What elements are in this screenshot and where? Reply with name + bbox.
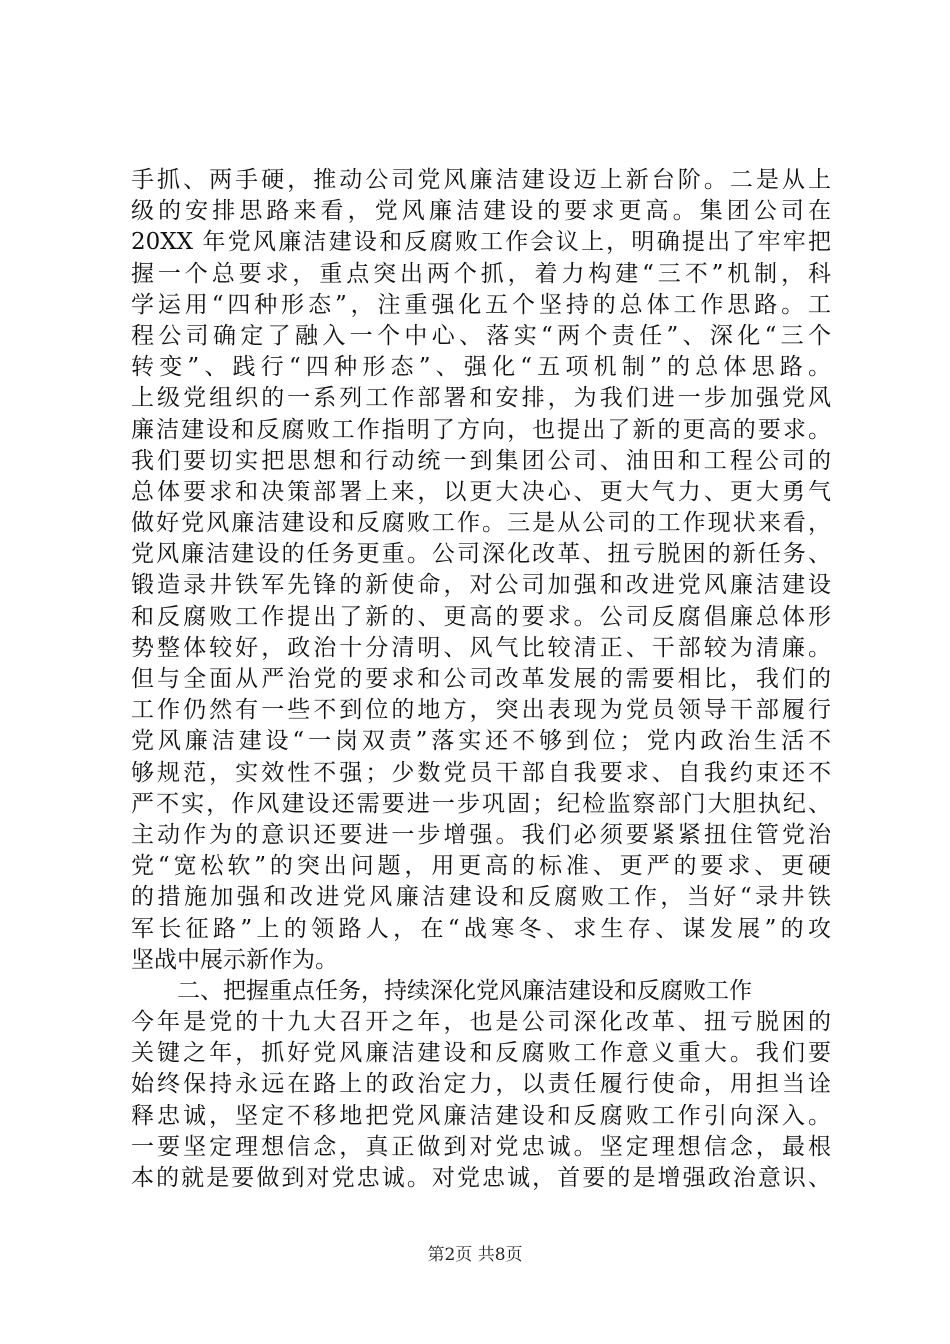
text-line: 党风廉洁建设的任务更重。公司深化改革、扭亏脱困的新任务、 [131,541,831,568]
text-line: 和反腐败工作提出了新的、更高的要求。公司反腐倡廉总体形 [131,603,831,630]
text-line: 势整体较好，政治十分清明、风气比较清正、干部较为清廉。 [131,634,831,661]
text-line: 释忠诚，坚定不移地把党风廉洁建设和反腐败工作引向深入。 [131,1102,831,1129]
text-line: 级的安排思路来看，党风廉洁建设的要求更高。集团公司在 [131,198,831,225]
page-number-footer: 第2页 共8页 [427,1245,523,1265]
text-line: 一要坚定理想信念，真正做到对党忠诚。坚定理想信念，最根 [131,1133,831,1160]
text-line: 上级党组织的一系列工作部署和安排，为我们进一步加强党风 [131,385,831,412]
text-line: 但与全面从严治党的要求和公司改革发展的需要相比，我们的 [131,666,831,692]
text-line: 主动作为的意识还要进一步增强。我们必须要紧紧扭住管党治 [131,821,831,848]
text-line: 工作仍然有一些不到位的地方，突出表现为党员领导干部履行 [131,697,831,724]
text-line: 程公司确定了融入一个中心、落实“两个责任”、深化“三个 [131,322,831,349]
text-line: 学运用“四种形态”，注重强化五个坚持的总体工作思路。工 [131,291,831,318]
body-text [131,165,831,1194]
text-line: 坚战中展示新作为。 [131,946,338,973]
text-line: 本的就是要做到对党忠诚。对党忠诚，首要的是增强政治意识、 [131,1165,831,1191]
text-line: 手抓、两手硬，推动公司党风廉洁建设迈上新台阶。二是从上 [131,167,831,193]
text-line: 关键之年，抓好党风廉洁建设和反腐败工作意义重大。我们要 [131,1040,831,1067]
text-line: 党风廉洁建设“一岗双责”落实还不够到位；党内政治生活不 [131,728,831,755]
text-line: 转变”、践行“四种形态”、强化“五项机制”的总体思路。 [131,354,831,381]
section-heading: 二、把握重点任务，持续深化党风廉洁建设和反腐败工作 [177,977,752,1004]
text-line: 严不实，作风建设还需要进一步巩固；纪检监察部门大胆执纪、 [131,790,831,817]
text-line: 总体要求和决策部署上来，以更大决心、更大气力、更大勇气 [131,478,831,505]
text-line: 做好党风廉洁建设和反腐败工作。三是从公司的工作现状来看， [131,510,831,537]
text-line: 的措施加强和改进党风廉洁建设和反腐败工作，当好“录井铁 [131,884,831,911]
text-line: 握一个总要求，重点突出两个抓，着力构建“三不”机制，科 [131,260,831,287]
text-line: 始终保持永远在路上的政治定力，以责任履行使命，用担当诠 [131,1071,831,1098]
text-line: 20XX 年党风廉洁建设和反腐败工作会议上，明确提出了牢牢把 [131,229,831,256]
text-line: 够规范，实效性不强；少数党员干部自我要求、自我约束还不 [131,759,831,786]
text-line: 锻造录井铁军先锋的新使命，对公司加强和改进党风廉洁建设 [131,572,831,599]
text-line: 廉洁建设和反腐败工作指明了方向，也提出了新的更高的要求。 [131,416,831,443]
text-line: 今年是党的十九大召开之年，也是公司深化改革、扭亏脱困的 [131,1009,831,1036]
text-line: 党“宽松软”的突出问题，用更高的标准、更严的要求、更硬 [131,853,831,880]
text-line: 军长征路”上的领路人，在“战寒冬、求生存、谋发展”的攻 [131,915,831,942]
text-line: 我们要切实把思想和行动统一到集团公司、油田和工程公司的 [131,447,831,474]
